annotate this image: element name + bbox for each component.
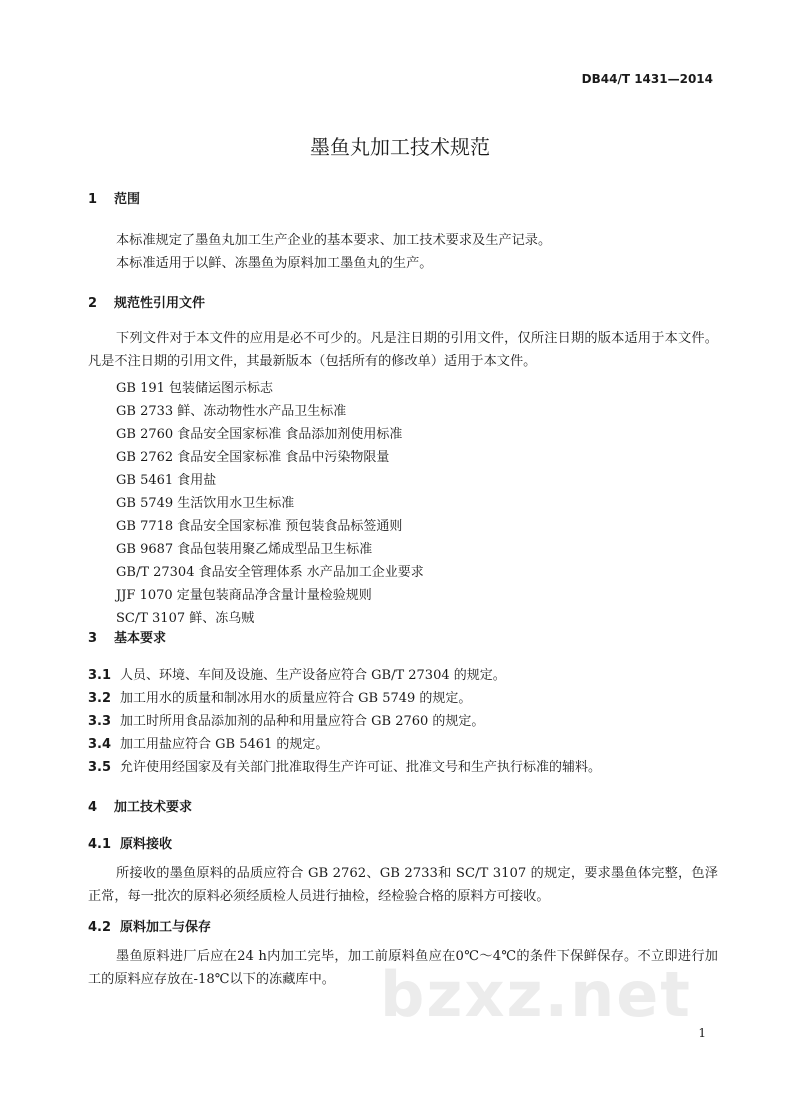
requirement-item (88, 756, 601, 775)
clause-number: 3.1 (88, 668, 112, 683)
watermark: bzxz.net (380, 958, 692, 1031)
reference-item: GB 191 包装储运图示标志 (116, 381, 274, 396)
section-title: 加工技术要求 (114, 800, 193, 815)
section-number: 2 (88, 296, 98, 311)
page-number: 1 (698, 1026, 706, 1040)
section-title: 范围 (114, 192, 141, 207)
intro-paragraph: 下列文件对于本文件的应用是必不可少的。凡是注日期的引用文件，仅所注日期的版本适用于本文件。凡是不注日期的引用文件，其最新版本（包括所有的修改单）适用于本文件。 (88, 331, 718, 369)
section-2-heading (88, 292, 205, 311)
reference-item: GB 7718 食品安全国家标准 预包装食品标签通则 (116, 519, 403, 534)
paragraph: 本标准适用于以鲜、冻墨鱼为原料加工墨鱼丸的生产。 (116, 256, 433, 271)
subsection-4-1-heading (88, 833, 172, 852)
clause-number: 3.2 (88, 691, 112, 706)
paragraph: 所接收的墨鱼原料的品质应符合 GB 2762、GB 2733和 SC/T 3107 的规定，要求墨鱼体完整，色泽正常，每一批次的原料必须经质检人员进行抽检，经检验合格的原料方可接收。 (88, 866, 718, 904)
reference-item: GB 9687 食品包装用聚乙烯成型品卫生标准 (116, 542, 373, 557)
reference-item: GB/T 27304 食品安全管理体系 水产品加工企业要求 (116, 565, 424, 580)
clause-number: 3.5 (88, 760, 112, 775)
section-1-heading (88, 188, 140, 207)
clause-text: 允许使用经国家及有关部门批准取得生产许可证、批准文号和生产执行标准的辅料。 (120, 760, 602, 775)
section-4-heading (88, 796, 192, 815)
clause-number: 3.3 (88, 714, 112, 729)
requirement-item (88, 664, 506, 683)
section-3-heading (88, 627, 166, 646)
section-title: 规范性引用文件 (114, 296, 206, 311)
paragraph: 墨鱼原料进厂后应在24 h内加工完毕，加工前原料鱼应在0℃～4℃的条件下保鲜保存。不立即进行加工的原料应存放在-18℃以下的冻藏库中。 (88, 949, 718, 987)
clause-number: 4.2 (88, 920, 112, 935)
clause-text: 人员、环境、车间及设施、生产设备应符合 GB/T 27304 的规定。 (120, 668, 506, 683)
reference-item: GB 2733 鲜、冻动物性水产品卫生标准 (116, 404, 347, 419)
reference-item: GB 5749 生活饮用水卫生标准 (116, 496, 295, 511)
standard-code: DB44/T 1431—2014 (581, 72, 713, 86)
subsection-title: 原料接收 (120, 837, 173, 852)
clause-text: 加工用水的质量和制冰用水的质量应符合 GB 5749 的规定。 (120, 691, 472, 706)
section-number: 1 (88, 192, 98, 207)
requirement-item (88, 710, 484, 729)
subsection-title: 原料加工与保存 (120, 920, 212, 935)
section-number: 3 (88, 631, 98, 646)
clause-number: 4.1 (88, 837, 112, 852)
clause-number: 3.4 (88, 737, 112, 752)
reference-item: JJF 1070 定量包装商品净含量计量检验规则 (116, 588, 372, 603)
reference-item: SC/T 3107 鲜、冻乌贼 (116, 611, 255, 626)
requirement-item (88, 687, 471, 706)
subsection-4-2-heading (88, 916, 211, 935)
reference-item: GB 2760 食品安全国家标准 食品添加剂使用标准 (116, 427, 403, 442)
clause-text: 加工用盐应符合 GB 5461 的规定。 (120, 737, 329, 752)
clause-text: 加工时所用食品添加剂的品种和用量应符合 GB 2760 的规定。 (120, 714, 485, 729)
section-number: 4 (88, 800, 98, 815)
reference-item: GB 5461 食用盐 (116, 473, 217, 488)
reference-item: GB 2762 食品安全国家标准 食品中污染物限量 (116, 450, 390, 465)
paragraph: 本标准规定了墨鱼丸加工生产企业的基本要求、加工技术要求及生产记录。 (116, 233, 552, 248)
requirement-item (88, 733, 328, 752)
section-title: 基本要求 (114, 631, 167, 646)
document-title: 墨鱼丸加工技术规范 (310, 135, 490, 159)
